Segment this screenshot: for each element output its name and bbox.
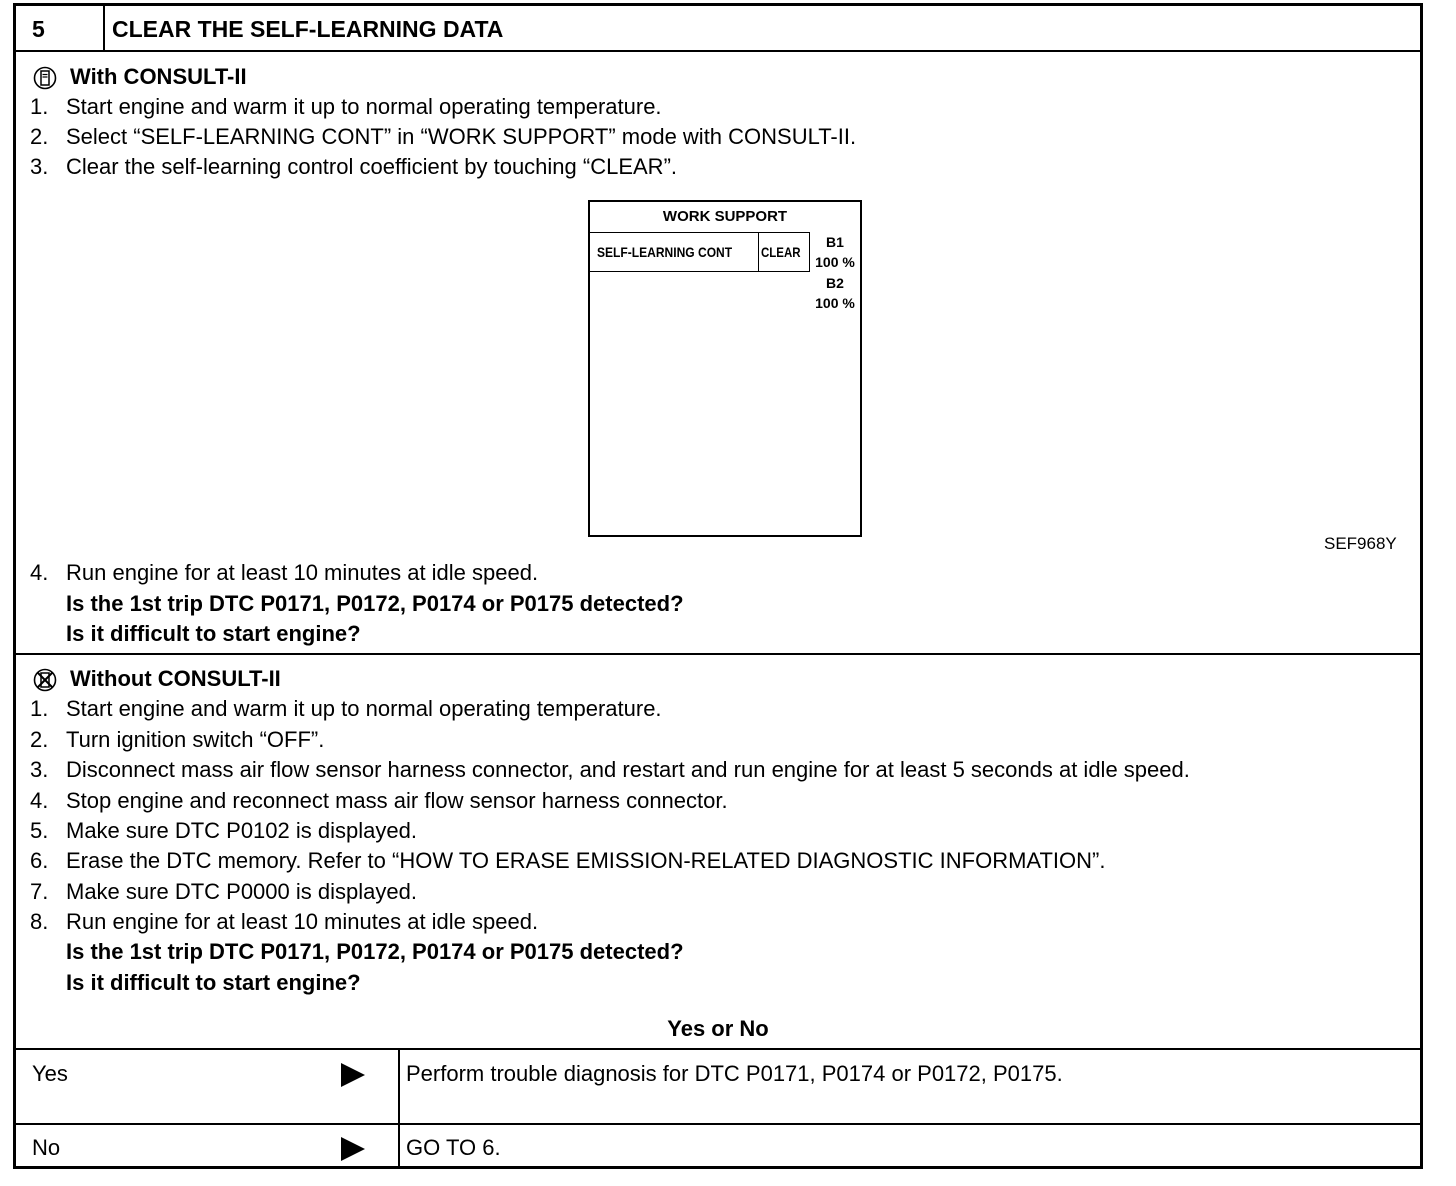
b2-value: 100 % xyxy=(815,295,855,311)
step-number-label: 4. xyxy=(30,560,49,585)
manual-question-2: Is it difficult to start engine? xyxy=(66,970,361,995)
screen-clear-button[interactable]: CLEAR xyxy=(761,244,801,260)
screen-item-name: SELF-LEARNING CONT xyxy=(597,244,733,260)
b1-label: B1 xyxy=(826,234,844,250)
manual-step-5: Make sure DTC P0102 is displayed. xyxy=(66,818,417,843)
answer-yes: Yes xyxy=(32,1061,68,1086)
screen-rule xyxy=(590,271,810,272)
consult-step-3: Clear the self-learning control coefficient by touching “CLEAR”. xyxy=(66,154,678,179)
no-consult-icon xyxy=(33,668,57,692)
work-support-screen-figure xyxy=(588,200,862,537)
consult-question-2: Is it difficult to start engine? xyxy=(66,621,361,646)
section-rule xyxy=(16,653,1420,655)
consult-step-1: Start engine and warm it up to normal operating temperature. xyxy=(66,94,662,119)
screen-title: WORK SUPPORT xyxy=(662,208,788,225)
step-number-label: 2. xyxy=(30,124,49,149)
screen-divider xyxy=(758,232,759,272)
header-rule xyxy=(16,50,1420,52)
manual-step-4: Stop engine and reconnect mass air flow sensor harness connector. xyxy=(66,788,728,813)
header-divider xyxy=(103,6,105,50)
decision-row-rule xyxy=(16,1123,1420,1125)
without-consult-heading: Without CONSULT-II xyxy=(70,666,281,691)
b2-label: B2 xyxy=(826,275,844,291)
step-number: 5 xyxy=(32,16,45,42)
action-no: GO TO 6. xyxy=(406,1135,501,1160)
step-number-label: 8. xyxy=(30,909,49,934)
consult-question-1: Is the 1st trip DTC P0171, P0172, P0174 or P0175 detected? xyxy=(66,591,684,616)
step-number-label: 1. xyxy=(30,94,49,119)
manual-step-8: Run engine for at least 10 minutes at idle speed. xyxy=(66,909,539,934)
step-number-label: 1. xyxy=(30,696,49,721)
manual-question-1: Is the 1st trip DTC P0171, P0172, P0174 or P0175 detected? xyxy=(66,939,684,964)
decision-prompt: Yes or No xyxy=(667,1016,769,1041)
step-number-label: 4. xyxy=(30,788,49,813)
consult-step-2: Select “SELF-LEARNING CONT” in “WORK SUPPORT” mode with CONSULT-II. xyxy=(66,124,857,149)
step-number-label: 3. xyxy=(30,154,49,179)
manual-step-6: Erase the DTC memory. Refer to “HOW TO ERASE EMISSION-RELATED DIAGNOSTIC INFORMATION”. xyxy=(66,848,1106,873)
decision-divider xyxy=(398,1048,400,1169)
manual-step-3: Disconnect mass air flow sensor harness connector, and restart and run engine for at least 5 seconds at idle speed. xyxy=(66,757,1190,782)
arrow-right-icon xyxy=(341,1137,365,1161)
b1-value: 100 % xyxy=(815,254,855,270)
figure-id: SEF968Y xyxy=(1324,534,1397,553)
answer-no: No xyxy=(32,1135,61,1160)
step-number-label: 6. xyxy=(30,848,49,873)
screen-rule xyxy=(590,232,810,233)
step-number-label: 3. xyxy=(30,757,49,782)
with-consult-heading: With CONSULT-II xyxy=(70,64,247,89)
step-title: CLEAR THE SELF-LEARNING DATA xyxy=(112,16,504,42)
action-yes: Perform trouble diagnosis for DTC P0171, P0174 or P0172, P0175. xyxy=(406,1061,1063,1086)
step-number-label: 7. xyxy=(30,879,49,904)
manual-step-1: Start engine and warm it up to normal operating temperature. xyxy=(66,696,662,721)
decision-rule xyxy=(16,1048,1420,1050)
arrow-right-icon xyxy=(341,1063,365,1087)
procedure-table xyxy=(13,3,1423,1169)
consult-step-4: Run engine for at least 10 minutes at idle speed. xyxy=(66,560,539,585)
step-number-label: 2. xyxy=(30,727,49,752)
manual-step-7: Make sure DTC P0000 is displayed. xyxy=(66,879,417,904)
consult-tool-icon xyxy=(33,66,57,90)
manual-step-2: Turn ignition switch “OFF”. xyxy=(66,727,325,752)
step-number-label: 5. xyxy=(30,818,49,843)
